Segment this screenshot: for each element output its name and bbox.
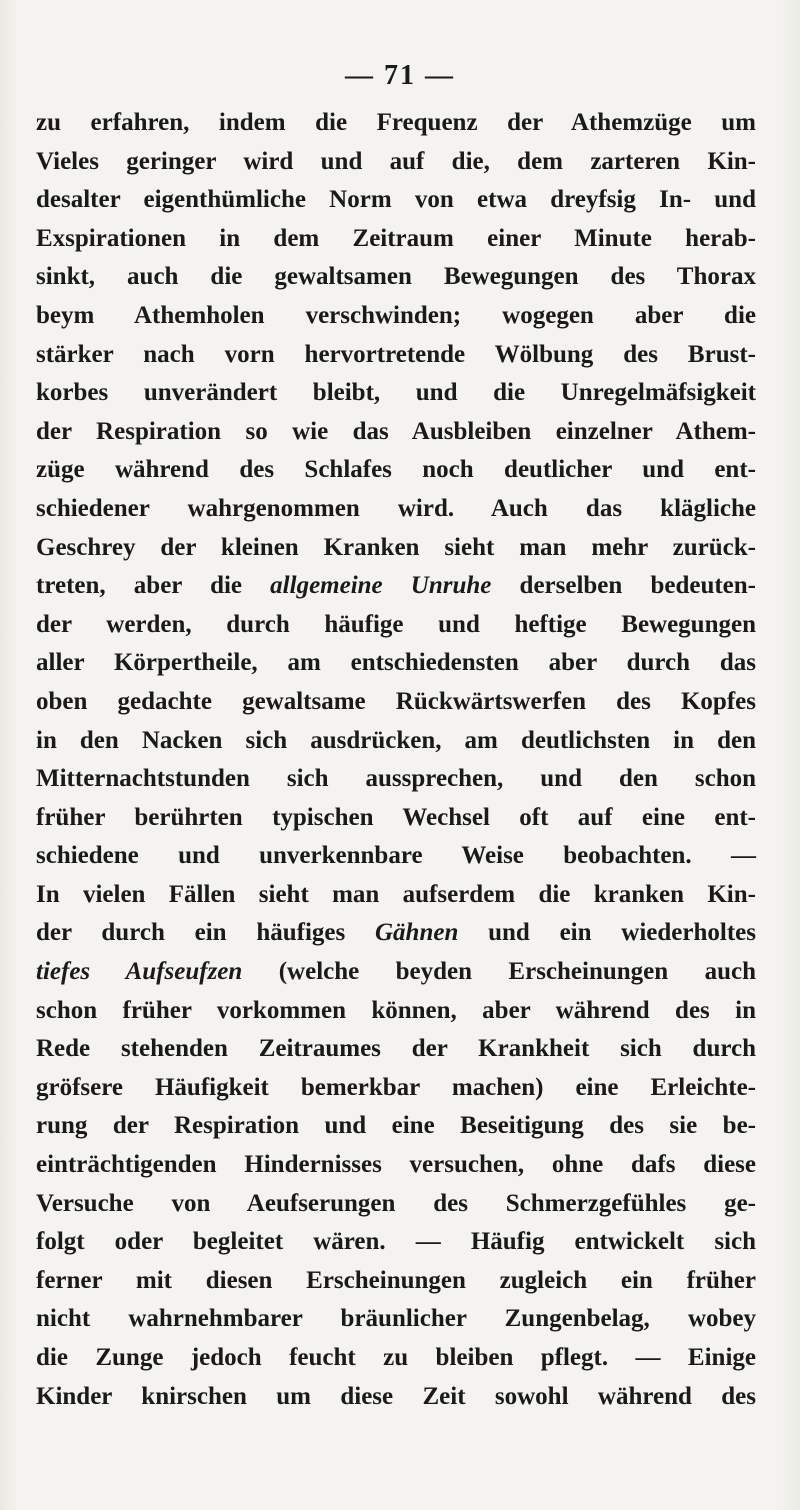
text-line <box>36 914 756 953</box>
text-segment: rung der Respiration und eine Beseitigung des sie be- <box>36 1112 756 1140</box>
text-segment: stärker nach vorn hervortretende Wölbung des Brust- <box>36 340 756 368</box>
text-line <box>36 876 756 915</box>
text-segment: treten, aber die <box>36 572 271 600</box>
text-segment: zu erfahren, indem die Frequenz der Athemzüge um <box>36 109 756 136</box>
text-line <box>36 297 756 336</box>
text-line <box>36 1107 756 1146</box>
text-line <box>36 683 756 722</box>
text-segment: In vielen Fällen sieht man aufserdem die kranken Kin- <box>36 880 756 908</box>
text-segment: der Respiration so wie das Ausbleiben einzelner Athem- <box>36 417 756 445</box>
text-segment: sinkt, auch die gewaltsamen Bewegungen des Thorax <box>36 263 756 291</box>
text-segment: aller Körpertheile, am entschiedensten aber durch das <box>36 649 756 677</box>
text-segment: einträchtigenden Hindernisses versuchen, ohne dafs diese <box>36 1151 756 1179</box>
text-line <box>36 413 756 452</box>
text-segment: schon früher vorkommen können, aber während des in <box>36 996 756 1024</box>
text-line <box>36 374 756 413</box>
text-line <box>36 1339 756 1378</box>
text-segment: derselben bedeuten- <box>491 572 757 600</box>
text-line <box>36 837 756 876</box>
text-line <box>36 1069 756 1108</box>
text-line <box>36 1262 756 1301</box>
text-line <box>36 953 756 992</box>
emphasized-text: tiefes Aufseufzen <box>36 958 243 986</box>
text-segment: desalter eigenthümliche Norm von etwa dreyfsig In- und <box>36 186 756 214</box>
text-line <box>36 104 756 143</box>
text-line <box>36 1378 756 1417</box>
text-line <box>36 1185 756 1224</box>
text-segment: schiedener wahrgenommen wird. Auch das klägliche <box>36 494 756 522</box>
text-line <box>36 529 756 568</box>
text-line <box>36 143 756 182</box>
text-segment: züge während des Schlafes noch deutlicher und ent- <box>36 456 756 484</box>
text-segment: korbes unverändert bleibt, und die Unregelmäfsigkeit <box>36 379 756 407</box>
text-segment: Versuche von Aeufserungen des Schmerzgefühles ge- <box>36 1189 756 1217</box>
body-text <box>36 104 756 1416</box>
text-segment: ferner mit diesen Erscheinungen zugleich ein früher <box>36 1266 756 1294</box>
text-line <box>36 1223 756 1262</box>
emphasized-text: Gähnen <box>374 919 459 947</box>
text-segment: Kinder knirschen um diese Zeit sowohl während des <box>36 1382 756 1410</box>
text-line <box>36 567 756 606</box>
text-line <box>36 992 756 1031</box>
text-line <box>36 181 756 220</box>
text-line <box>36 760 756 799</box>
text-line <box>36 1300 756 1339</box>
text-line <box>36 1146 756 1185</box>
text-segment: in den Nacken sich ausdrücken, am deutlichsten in den <box>36 726 756 754</box>
text-segment: Exspirationen in dem Zeitraum einer Minute herab- <box>36 224 756 252</box>
text-segment: der werden, durch häufige und heftige Bewegungen <box>36 610 756 638</box>
page-number: — 71 — <box>345 60 455 91</box>
text-line <box>36 644 756 683</box>
text-segment: Geschrey der kleinen Kranken sieht man mehr zurück- <box>36 533 756 561</box>
text-segment: der durch ein häufiges <box>36 919 375 947</box>
text-line <box>36 799 756 838</box>
text-line <box>36 490 756 529</box>
text-line <box>36 336 756 375</box>
text-segment: schiedene und unverkennbare Weise beobachten. — <box>36 842 756 870</box>
text-segment: beym Athemholen verschwinden; wogegen aber die <box>36 301 756 329</box>
text-segment: Rede stehenden Zeitraumes der Krankheit sich durch <box>36 1035 756 1063</box>
text-segment: gröfsere Häufigkeit bemerkbar machen) eine Erleichte- <box>36 1073 756 1101</box>
text-segment: Mitternachtstunden sich aussprechen, und den schon <box>36 765 756 793</box>
text-segment: (welche beyden Erscheinungen auch <box>242 958 756 986</box>
text-line <box>36 451 756 490</box>
text-line <box>36 722 756 761</box>
text-segment: nicht wahrnehmbarer bräunlicher Zungenbelag, wobey <box>36 1305 756 1333</box>
text-segment: früher berührten typischen Wechsel oft auf eine ent- <box>36 803 756 831</box>
text-segment: oben gedachte gewaltsame Rückwärtswerfen des Kopfes <box>36 687 756 715</box>
text-line <box>36 606 756 645</box>
text-segment: Vieles geringer wird und auf die, dem zarteren Kin- <box>36 147 756 175</box>
text-segment: die Zunge jedoch feucht zu bleiben pflegt. — Einige <box>36 1344 756 1371</box>
text-line <box>36 1030 756 1069</box>
text-segment: und ein wiederholtes <box>458 919 756 947</box>
text-line <box>36 220 756 259</box>
text-segment: folgt oder begleitet wären. — Häufig entwickelt sich <box>36 1228 756 1256</box>
emphasized-text: allgemeine Unruhe <box>270 572 492 600</box>
text-line <box>36 258 756 297</box>
